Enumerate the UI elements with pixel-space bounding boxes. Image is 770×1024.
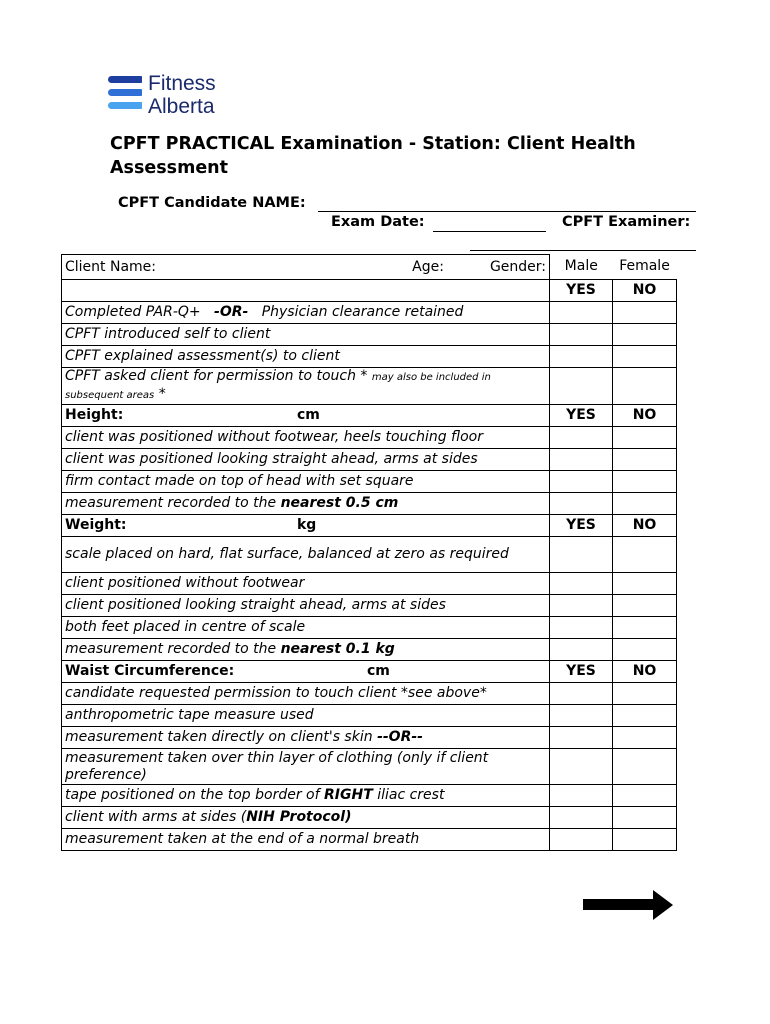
table-row — [62, 280, 677, 302]
no-checkbox[interactable] — [613, 829, 677, 851]
weight-header-row — [62, 515, 677, 537]
permission-item: CPFT asked client for permission to touch * may also be included in subsequent areas * — [62, 368, 550, 405]
checklist-item: CPFT introduced self to client — [62, 324, 550, 346]
yes-header: YES — [550, 280, 613, 302]
logo-mark-icon — [108, 76, 142, 120]
yes-checkbox[interactable] — [550, 537, 613, 573]
checklist-item: client positioned looking straight ahead, arms at sides — [62, 595, 550, 617]
parq-item: Completed PAR-Q+ -OR- Physician clearance retained — [62, 302, 550, 324]
page-title: CPFT PRACTICAL Examination - Station: Client Health Assessment — [110, 134, 636, 178]
candidate-name-label: CPFT Candidate NAME: — [118, 195, 306, 211]
next-page-arrow-icon — [583, 890, 673, 920]
no-checkbox[interactable] — [613, 427, 677, 449]
examiner-field[interactable] — [470, 236, 696, 251]
table-row — [62, 727, 677, 749]
no-header: NO — [613, 515, 677, 537]
blank-cell — [62, 280, 550, 302]
table-row — [62, 324, 677, 346]
checklist-item: candidate requested permission to touch client *see above* — [62, 683, 550, 705]
no-checkbox[interactable] — [613, 683, 677, 705]
checklist-item: client was positioned looking straight ahead, arms at sides — [62, 449, 550, 471]
yes-header: YES — [550, 405, 613, 427]
yes-checkbox[interactable] — [550, 471, 613, 493]
no-checkbox[interactable] — [613, 346, 677, 368]
checklist-item: client positioned without footwear — [62, 573, 550, 595]
yes-checkbox[interactable] — [550, 427, 613, 449]
waist-header-row — [62, 661, 677, 683]
checklist-item: firm contact made on top of head with set square — [62, 471, 550, 493]
table-row — [62, 683, 677, 705]
female-label[interactable]: Female — [613, 255, 677, 280]
table-row — [62, 346, 677, 368]
table-row — [62, 705, 677, 727]
no-checkbox[interactable] — [613, 807, 677, 829]
client-info-row — [62, 255, 677, 280]
weight-header: Weight: kg — [62, 515, 550, 537]
yes-checkbox[interactable] — [550, 493, 613, 515]
no-checkbox[interactable] — [613, 471, 677, 493]
table-row — [62, 639, 677, 661]
no-checkbox[interactable] — [613, 449, 677, 471]
no-checkbox[interactable] — [613, 749, 677, 785]
table-row — [62, 368, 677, 405]
yes-checkbox[interactable] — [550, 705, 613, 727]
no-checkbox[interactable] — [613, 595, 677, 617]
checklist-item: measurement recorded to the nearest 0.1 kg — [62, 639, 550, 661]
table-row — [62, 749, 677, 785]
checklist-item: scale placed on hard, flat surface, balanced at zero as required — [62, 537, 550, 573]
exam-date-field[interactable] — [433, 216, 546, 232]
table-row — [62, 493, 677, 515]
height-header-row — [62, 405, 677, 427]
fitness-alberta-logo — [108, 74, 248, 120]
client-info-cell[interactable] — [62, 255, 550, 280]
yes-checkbox[interactable] — [550, 829, 613, 851]
assessment-table — [61, 254, 677, 851]
yes-checkbox[interactable] — [550, 346, 613, 368]
table-row — [62, 471, 677, 493]
table-row — [62, 427, 677, 449]
yes-checkbox[interactable] — [550, 617, 613, 639]
no-checkbox[interactable] — [613, 537, 677, 573]
no-checkbox[interactable] — [613, 727, 677, 749]
table-row — [62, 302, 677, 324]
exam-date-label: Exam Date: — [331, 214, 425, 230]
examiner-label: CPFT Examiner: — [562, 214, 691, 230]
yes-checkbox[interactable] — [550, 302, 613, 324]
yes-checkbox[interactable] — [550, 727, 613, 749]
table-row — [62, 537, 677, 573]
yes-checkbox[interactable] — [550, 749, 613, 785]
table-row — [62, 449, 677, 471]
yes-checkbox[interactable] — [550, 368, 613, 405]
logo-text: Fitness Alberta — [148, 72, 216, 118]
no-checkbox[interactable] — [613, 368, 677, 405]
no-checkbox[interactable] — [613, 639, 677, 661]
checklist-item: measurement taken over thin layer of clothing (only if client preference) — [62, 749, 550, 785]
table-row — [62, 617, 677, 639]
yes-checkbox[interactable] — [550, 573, 613, 595]
no-checkbox[interactable] — [613, 705, 677, 727]
checklist-item: measurement taken directly on client's skin --OR-- — [62, 727, 550, 749]
yes-checkbox[interactable] — [550, 785, 613, 807]
male-label[interactable]: Male — [550, 255, 613, 280]
table-row — [62, 807, 677, 829]
table-row — [62, 785, 677, 807]
checklist-item: measurement taken at the end of a normal breath — [62, 829, 550, 851]
yes-checkbox[interactable] — [550, 595, 613, 617]
checklist-item: client with arms at sides (NIH Protocol) — [62, 807, 550, 829]
waist-header: Waist Circumference: cm — [62, 661, 550, 683]
no-header: NO — [613, 405, 677, 427]
yes-checkbox[interactable] — [550, 324, 613, 346]
no-header: NO — [613, 280, 677, 302]
yes-checkbox[interactable] — [550, 449, 613, 471]
no-checkbox[interactable] — [613, 573, 677, 595]
checklist-item: both feet placed in centre of scale — [62, 617, 550, 639]
yes-checkbox[interactable] — [550, 683, 613, 705]
no-checkbox[interactable] — [613, 302, 677, 324]
no-checkbox[interactable] — [613, 617, 677, 639]
checklist-item: CPFT explained assessment(s) to client — [62, 346, 550, 368]
height-header: Height: cm — [62, 405, 550, 427]
checklist-item: measurement recorded to the nearest 0.5 cm — [62, 493, 550, 515]
no-header: NO — [613, 661, 677, 683]
yes-checkbox[interactable] — [550, 639, 613, 661]
client-name-label: Client Name: — [65, 258, 156, 275]
yes-checkbox[interactable] — [550, 807, 613, 829]
no-checkbox[interactable] — [613, 324, 677, 346]
gender-label: Gender: — [489, 258, 546, 275]
yes-header: YES — [550, 661, 613, 683]
age-label: Age: — [412, 258, 444, 275]
candidate-name-field[interactable] — [318, 196, 696, 212]
table-row — [62, 595, 677, 617]
checklist-item: tape positioned on the top border of RIGHT iliac crest — [62, 785, 550, 807]
no-checkbox[interactable] — [613, 493, 677, 515]
table-row — [62, 573, 677, 595]
table-row — [62, 829, 677, 851]
checklist-item: client was positioned without footwear, heels touching floor — [62, 427, 550, 449]
checklist-item: anthropometric tape measure used — [62, 705, 550, 727]
yes-header: YES — [550, 515, 613, 537]
no-checkbox[interactable] — [613, 785, 677, 807]
